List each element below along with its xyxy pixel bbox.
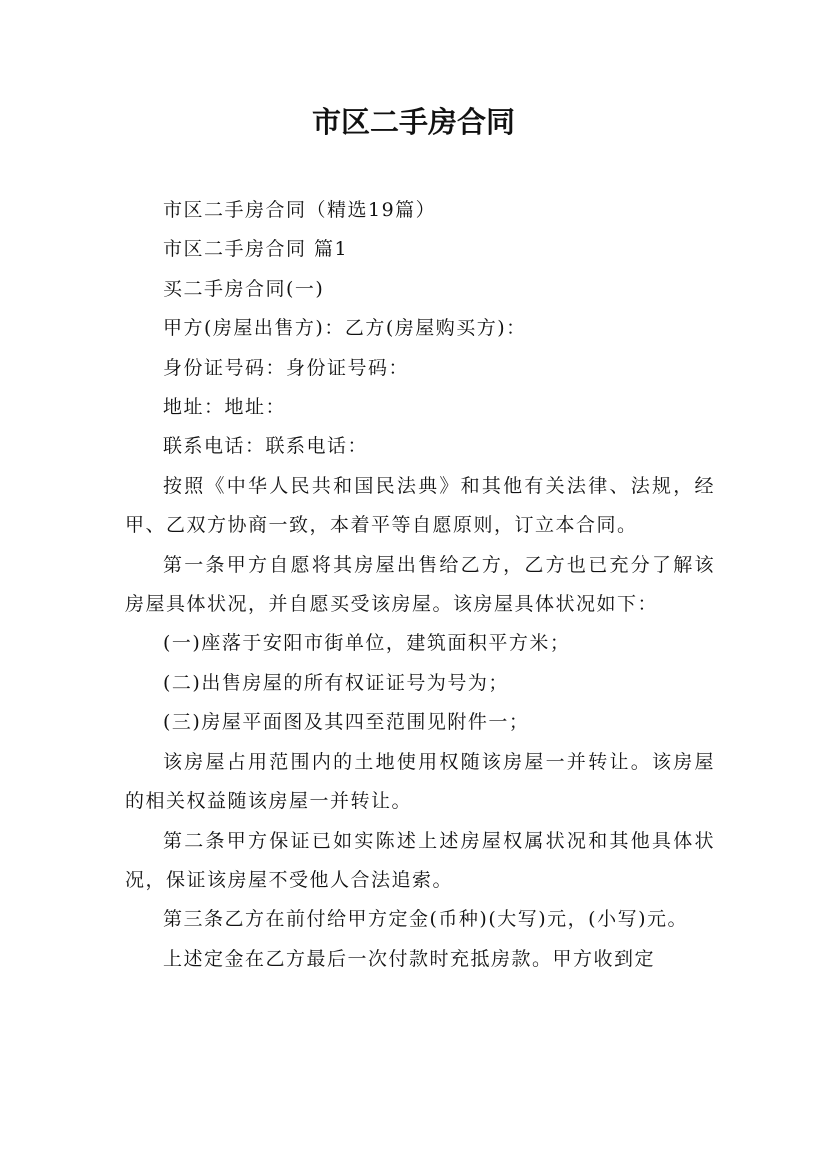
paragraph: 按照《中华人民共和国民法典》和其他有关法律、法规，经甲、乙双方协商一致，本着平等自愿原则，订立本合同。 <box>125 474 715 537</box>
paragraph: 市区二手房合同（精选19篇） <box>163 199 437 221</box>
paragraph: 第二条甲方保证已如实陈述上述房屋权属状况和其他具体状况，保证该房屋不受他人合法追索。 <box>125 829 715 891</box>
paragraph: (二)出售房屋的所有权证证号为号为； <box>163 671 509 694</box>
document-body <box>125 191 715 979</box>
paragraph: 买二手房合同(一) <box>163 277 325 300</box>
paragraph: (一)座落于安阳市街单位，建筑面积平方米； <box>163 632 571 655</box>
paragraph: 地址：地址： <box>163 396 287 419</box>
paragraph: 市区二手房合同 篇1 <box>163 238 349 261</box>
paragraph: 第三条乙方在前付给甲方定金(币种)(大写)元，(小写)元。 <box>163 908 688 931</box>
paragraph: 上述定金在乙方最后一次付款时充抵房款。甲方收到定 <box>163 947 656 970</box>
paragraph: 联系电话：联系电话： <box>163 435 369 458</box>
paragraph: 该房屋占用范围内的土地使用权随该房屋一并转让。该房屋的相关权益随该房屋一并转让。 <box>125 750 715 813</box>
paragraph: (三)房屋平面图及其四至范围见附件一； <box>163 711 530 734</box>
paragraph: 身份证号码：身份证号码： <box>163 356 410 379</box>
paragraph: 第一条甲方自愿将其房屋出售给乙方，乙方也已充分了解该房屋具体状况，并自愿买受该房屋。该房屋具体状况如下： <box>125 553 715 616</box>
document-title: 市区二手房合同 <box>311 105 515 139</box>
paragraph: 甲方(房屋出售方)：乙方(房屋购买方)： <box>163 317 527 340</box>
